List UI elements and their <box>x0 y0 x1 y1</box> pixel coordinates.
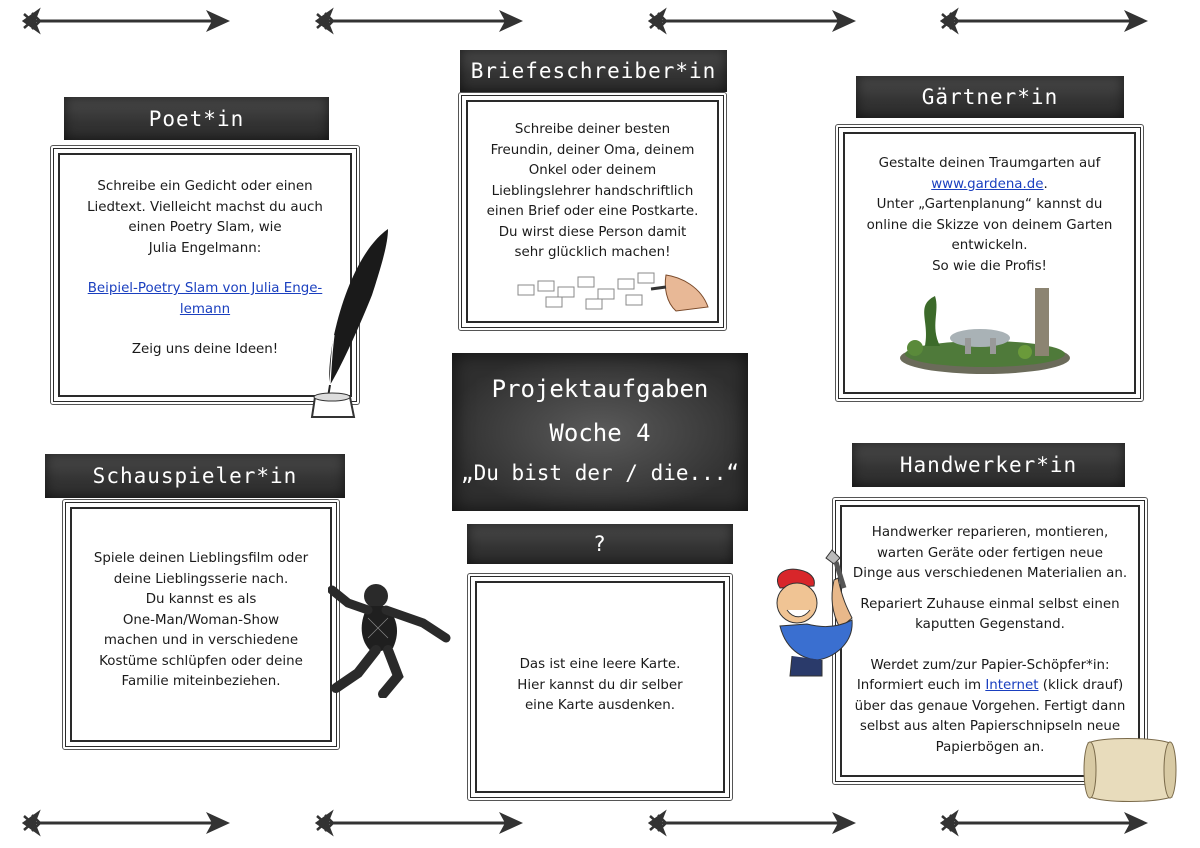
schau-text-3: Du kannst es als <box>145 592 257 607</box>
letters-writing-icon <box>516 267 711 312</box>
schau-title-banner <box>45 454 345 498</box>
schau-text-7: Familie miteinbeziehen. <box>121 674 281 689</box>
hand-text-9: selbst aus alten Papierschnipseln neue <box>859 719 1121 734</box>
board-week: Woche 4 <box>549 419 651 447</box>
arrow-decoration-top-2 <box>315 6 525 36</box>
hand-text-8: über das genaue Vorgehen. Fertigt dann <box>854 698 1126 714</box>
schau-text-5: machen und in verschiedene <box>103 633 299 648</box>
poet-text-2: Liedtext. Vielleicht machst du auch <box>87 199 323 215</box>
arrow-decoration-top-3 <box>648 6 858 36</box>
brief-text-7: sehr glücklich machen! <box>514 245 671 260</box>
hand-text-6: Werdet zum/zur Papier-Schöpfer*in: <box>870 657 1110 673</box>
leer-card <box>475 581 725 793</box>
poet-card <box>58 153 352 397</box>
garten-link-suffix: . <box>1043 176 1048 192</box>
quill-ink-icon <box>310 225 395 420</box>
arrow-decoration-bottom-1 <box>22 808 232 838</box>
garten-text-3: online die Skizze von deinem Garten <box>866 217 1113 233</box>
garden-model-icon <box>895 286 1075 378</box>
hand-text-2: warten Geräte oder fertigen neue <box>876 545 1104 561</box>
hand-text-3: Dinge aus verschiedenen Materialien an. <box>852 566 1128 581</box>
leer-text-2: Hier kannst du dir selber <box>517 677 683 693</box>
schau-card <box>70 507 332 742</box>
schau-text-1: Spiele deinen Lieblingsfilm oder <box>93 551 309 566</box>
gardena-link[interactable]: www.gardena.de <box>931 176 1044 192</box>
internet-link[interactable]: Internet <box>985 678 1039 693</box>
schau-text-2: deine Lieblingsserie nach. <box>113 571 289 587</box>
arrow-decoration-top-1 <box>22 6 232 36</box>
garten-text-4: entwickeln. <box>951 238 1028 253</box>
poet-title-banner <box>64 97 329 140</box>
project-board <box>452 353 748 511</box>
brief-text-6: Du wirst diese Person damit <box>498 224 687 240</box>
garten-text-1: Gestalte deinen Traumgarten auf <box>878 156 1101 171</box>
brief-text-2: Freundin, deiner Oma, deinem <box>490 142 695 158</box>
schau-title: Schauspieler*in <box>92 464 298 488</box>
garten-text-5: So wie die Profis! <box>932 258 1047 274</box>
spiderman-figure-icon <box>328 578 453 698</box>
arrow-decoration-bottom-3 <box>648 808 858 838</box>
brief-text-4: Lieblingslehrer handschriftlich <box>491 183 694 199</box>
leer-title-banner <box>467 524 733 564</box>
hand-text-7-suffix: (klick drauf) <box>1038 678 1124 693</box>
handyman-cartoon-icon <box>762 548 867 678</box>
hand-title-banner <box>852 443 1125 487</box>
poetry-slam-link[interactable]: Beipiel-Poetry Slam von Julia Enge- <box>87 281 323 296</box>
garten-card <box>843 132 1136 394</box>
garten-title-banner <box>856 76 1124 118</box>
board-subtitle: „Du bist der / die...“ <box>460 461 740 485</box>
leer-title: ? <box>593 532 607 556</box>
poet-text-1: Schreibe ein Gedicht oder einen <box>97 179 313 194</box>
scroll-paper-icon <box>1082 735 1178 805</box>
arrow-decoration-bottom-2 <box>315 808 525 838</box>
schau-text-6: Kostüme schlüpfen oder deine <box>99 653 303 669</box>
poet-text-4: Julia Engelmann: <box>148 240 262 256</box>
hand-text-10: Papierbögen an. <box>935 739 1045 755</box>
arrow-decoration-top-4 <box>940 6 1150 36</box>
arrow-decoration-bottom-4 <box>940 808 1150 838</box>
poetry-slam-link-cont[interactable]: lemann <box>179 301 231 317</box>
brief-title: Briefeschreiber*in <box>470 59 717 83</box>
brief-text-5: einen Brief oder eine Postkarte. <box>486 204 699 219</box>
brief-text-1: Schreibe deiner besten <box>514 122 671 137</box>
poet-title: Poet*in <box>148 106 245 131</box>
hand-text-4: Repariert Zuhause einmal selbst einen <box>860 596 1120 612</box>
hand-title: Handwerker*in <box>899 453 1078 477</box>
hand-text-1: Handwerker reparieren, montieren, <box>871 525 1109 540</box>
garten-title: Gärtner*in <box>921 85 1059 109</box>
poet-text-3: einen Poetry Slam, wie <box>128 220 282 235</box>
brief-card <box>466 100 719 323</box>
brief-text-3: Onkel oder deinem <box>528 163 657 178</box>
garten-text-2: Unter „Gartenplanung“ kannst du <box>876 197 1103 212</box>
leer-text-1: Das ist eine leere Karte. <box>519 657 681 672</box>
hand-text-7-prefix: Informiert euch im <box>856 678 986 693</box>
leer-text-3: eine Karte ausdenken. <box>524 698 676 713</box>
board-title: Projektaufgaben <box>491 375 709 403</box>
poet-footer: Zeig uns deine Ideen! <box>131 342 279 357</box>
brief-title-banner <box>460 50 727 92</box>
hand-text-5: kaputten Gegenstand. <box>915 617 1065 632</box>
schau-text-4: One-Man/Woman-Show <box>122 612 280 628</box>
